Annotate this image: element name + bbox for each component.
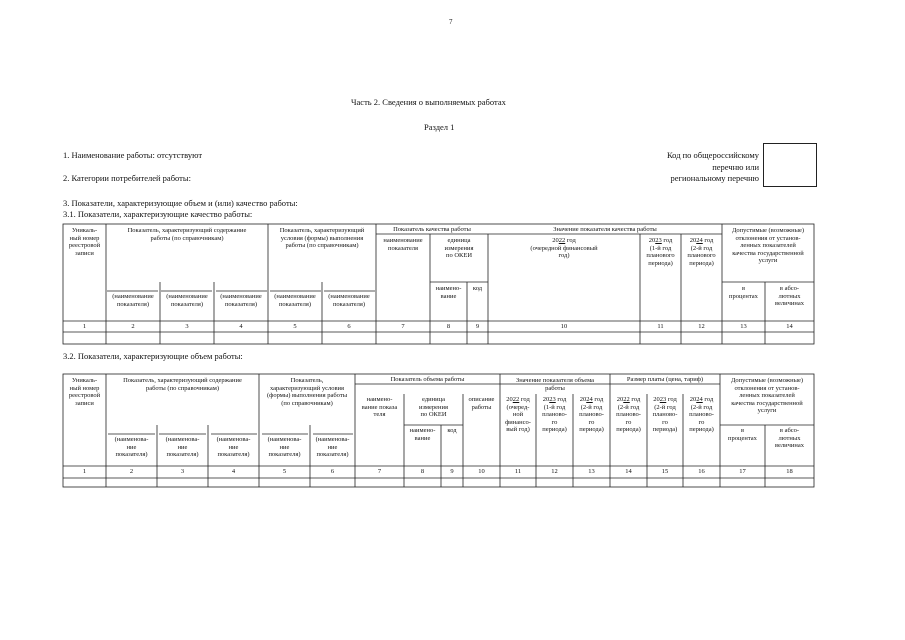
t2-pname-4: (наименова- ние показателя) — [267, 436, 302, 459]
t1-header-unit-name: наимено- вание — [435, 285, 462, 300]
t2-pname-3: (наименова- ние показателя) — [216, 436, 251, 459]
t1-pname-1: (наименование показателя) — [112, 293, 154, 308]
t2-header-unit-name: наимено- вание — [409, 427, 436, 442]
t1-header-deviation: Допустимые (возможные) отклонения от установ- ленных показателей качества государственной услуги — [731, 227, 805, 265]
t1-col-num: 4 — [239, 323, 243, 330]
indicators-title: 3. Показатели, характеризующие объем и (или) качество работы: — [63, 198, 298, 208]
t2-col-num: 4 — [231, 468, 236, 475]
t1-header-unit-code: код — [472, 285, 483, 292]
t2-header-value-year3: 2024 год (2-й год планово- го периода) — [579, 396, 604, 434]
t2-header-fee-year1: 2022 год (2-й год планово- го периода) — [616, 396, 641, 434]
t1-pname-4: (наименование показателя) — [274, 293, 316, 308]
code-label: Код по общероссийскому перечню или региональному перечню — [666, 150, 759, 183]
t1-header-absolute: в абсо- лютных величинах — [775, 285, 804, 308]
t1-col-num: 8 — [446, 323, 451, 330]
t1-pname-5: (наименование показателя) — [328, 293, 370, 308]
t2-pname-5: (наименова- ние показателя) — [315, 436, 350, 459]
t2-header-deviation: Допустимые (возможные) отклонения от установ- ленных показателей качества государственной услуги — [730, 377, 804, 415]
t2-header-content: Показатель, характеризующий содержание работы (по справочникам) — [123, 377, 242, 392]
t2-pname-1: (наименова- ние показателя) — [114, 436, 149, 459]
t1-header-percent: в процентах — [729, 285, 758, 300]
page-number: 7 — [449, 18, 453, 26]
t1-header-year3: 2024 год (2-й год планового периода) — [687, 237, 716, 267]
t1-header-indicator-name: наименование показателя — [383, 237, 423, 252]
t2-col-num: 3 — [180, 468, 185, 475]
consumer-categories: 2. Категории потребителей работы: — [63, 173, 191, 183]
section-title: Раздел 1 — [424, 122, 455, 132]
t2-header-value: Значение показателя объема работы — [515, 377, 595, 392]
t2-col-num: 16 — [698, 468, 705, 475]
t1-header-value: Значение показателя качества работы — [553, 226, 657, 233]
t1-col-num: 11 — [657, 323, 664, 330]
t2-col-num: 15 — [661, 468, 669, 475]
t2-col-num: 1 — [82, 468, 87, 475]
t2-header-value-year1: 2022 год (очеред- ной финансо- вый год) — [505, 396, 531, 434]
t2-col-num: 9 — [450, 468, 454, 475]
t1-col-num: 14 — [786, 323, 793, 330]
volume-title: 3.2. Показатели, характеризующие объем работы: — [63, 351, 243, 361]
t1-col-num: 2 — [131, 323, 135, 330]
work-name: 1. Наименование работы: отсутствуют — [63, 150, 203, 160]
t1-col-num: 1 — [82, 323, 87, 330]
t2-header-unit-code: код — [447, 427, 457, 434]
t1-col-num: 7 — [401, 323, 405, 330]
t1-col-num: 9 — [475, 323, 480, 330]
t2-col-num: 6 — [330, 468, 335, 475]
t2-col-num: 18 — [786, 468, 793, 475]
t1-col-num: 13 — [740, 323, 747, 330]
t2-header-description: описание работы — [468, 396, 495, 411]
t2-col-num: 7 — [377, 468, 382, 475]
t2-col-num: 8 — [420, 468, 425, 475]
t1-header-unit: единица измерения по ОКЕИ — [444, 237, 474, 260]
t1-col-num: 6 — [347, 323, 351, 330]
t2-col-num: 10 — [478, 468, 485, 475]
t1-header-quality: Показатель качества работы — [393, 226, 471, 233]
part-title: Часть 2. Сведения о выполняемых работах — [351, 97, 506, 107]
t2-col-num: 5 — [282, 468, 287, 475]
t1-col-num: 5 — [293, 323, 297, 330]
t1-col-num: 3 — [185, 323, 189, 330]
t2-header-fee-year3: 2024 год (2-й год планово- го периода) — [689, 396, 714, 434]
t2-header-percent: в процентах — [728, 427, 757, 442]
t2-header-fee-year2: 2023 год (2-й год планово- го периода) — [652, 396, 678, 434]
t1-col-num: 12 — [698, 323, 705, 330]
t1-col-num: 10 — [560, 323, 568, 330]
t1-header-unique: Уникаль- ный номер реестровой записи — [68, 227, 101, 257]
t2-pname-2: (наименова- ние показателя) — [165, 436, 200, 459]
t1-header-year1: 2022 год (очередной финансовый год) — [530, 237, 598, 260]
t1-header-year2: 2023 год (1-й год планового периода) — [646, 237, 675, 267]
t2-col-num: 2 — [129, 468, 134, 475]
t1-pname-2: (наименование показателя) — [166, 293, 208, 308]
t2-col-num: 14 — [625, 468, 632, 475]
t2-header-fee: Размер платы (цена, тариф) — [626, 376, 704, 383]
t1-header-conditions: Показатель, характеризующий условия (формы) выполнения работы (по справочникам) — [279, 227, 365, 250]
t2-col-num: 17 — [739, 468, 746, 475]
t2-col-num: 12 — [551, 468, 558, 475]
t1-pname-3: (наименование показателя) — [220, 293, 262, 308]
t1-header-content: Показатель, характеризующий содержание работы (по справочникам) — [127, 227, 247, 242]
t2-header-unique: Уникаль- ный номер реестровой записи — [68, 377, 101, 407]
t2-header-volume: Показатель объема работы — [390, 376, 465, 383]
t2-header-conditions: Показатель, характеризующий условия (формы) выполнения работы (по справочникам) — [266, 377, 348, 407]
t2-col-num: 13 — [588, 468, 595, 475]
t2-header-unit: единица измерения по ОКЕИ — [418, 396, 449, 419]
t2-header-absolute: в абсо- лютных величинах — [775, 427, 804, 450]
t2-header-value-year2: 2023 год (1-й год планово- го периода) — [542, 396, 567, 434]
quality-title: 3.1. Показатели, характеризующие качество работы: — [63, 209, 253, 219]
t2-col-num: 11 — [514, 468, 522, 475]
t2-header-indicator-name: наимено- вание показа теля — [361, 396, 398, 419]
